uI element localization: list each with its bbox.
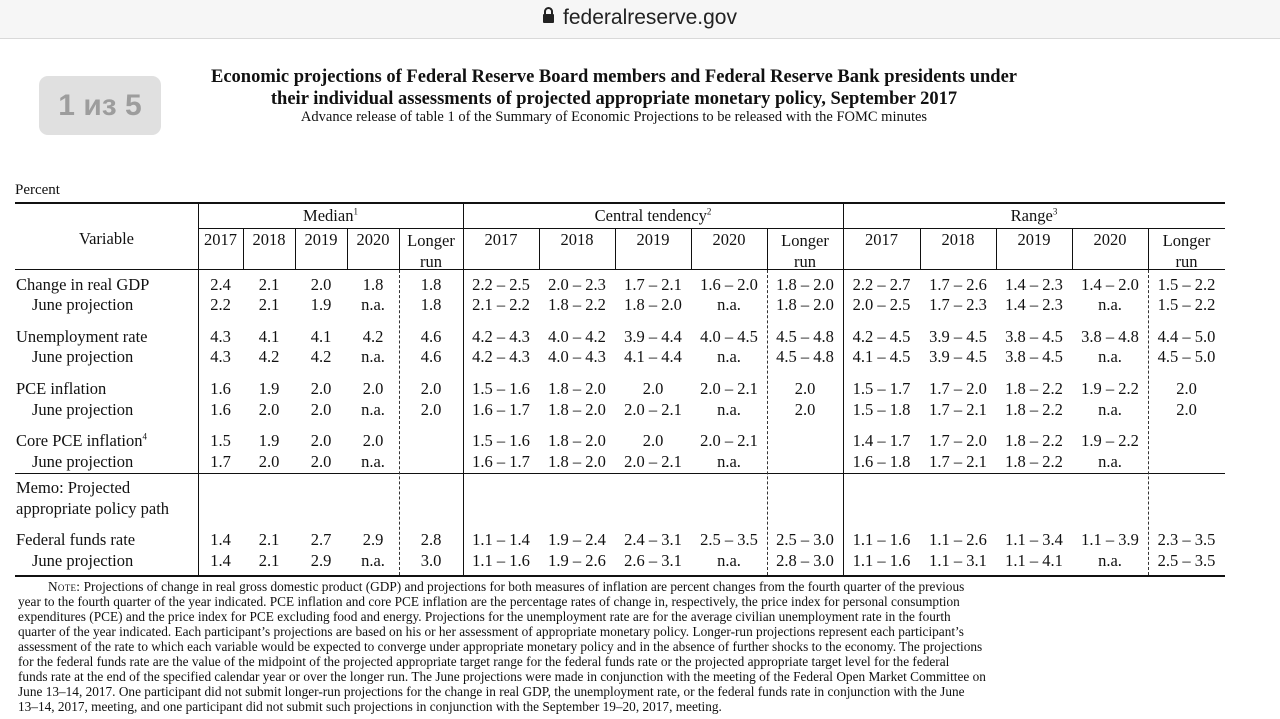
- table-cell: 2.2 – 2.7: [852, 275, 911, 294]
- note-text: for the federal funds rate are the value of the midpoint of the projected appropriate target range for the federal funds rate or the projected appropriate target level for the federal: [18, 654, 950, 669]
- note-line: [18, 639, 1228, 654]
- table-cell: 1.6: [210, 379, 231, 398]
- group-label: Range: [1010, 206, 1053, 225]
- note-text: assessment of the rate to which each variable would be expected to converge under appropriate monetary policy and in the absence of further shocks to the economy. The projections: [18, 639, 983, 654]
- table-cell: 2.1: [258, 530, 280, 549]
- table-cell: 4.2: [362, 327, 384, 346]
- group-rule: [198, 228, 1225, 229]
- note-text: quarter of the year indicated. Each participant’s projections are based on his or her assessment of appropriate monetary policy. Longer-run projections represent each participant’s: [18, 624, 964, 639]
- longer-run-header: run: [794, 252, 816, 271]
- table-cell: 2.0 – 2.1: [700, 431, 758, 450]
- table-cell: 3.9 – 4.5: [929, 327, 987, 346]
- row-label: [16, 432, 147, 450]
- table-cell: 1.7 – 2.0: [929, 431, 987, 450]
- table-cell: 1.5 – 1.7: [852, 379, 911, 398]
- table-cell: 1.6 – 2.0: [700, 275, 758, 294]
- table-cell: 4.1 – 4.5: [852, 347, 911, 366]
- longer-run-header: Longer: [781, 231, 829, 250]
- table-cell: 1.8 – 2.2: [1005, 452, 1063, 471]
- table-cell: 1.8: [420, 275, 442, 294]
- table-cell: 2.5 – 3.5: [1157, 551, 1216, 570]
- note-label: Note:: [48, 579, 81, 594]
- group-label: Central tendency: [594, 206, 707, 225]
- table-cell: 1.6 – 1.8: [852, 452, 911, 471]
- table-rule: [15, 473, 1225, 474]
- table-cell: 1.8 – 2.2: [1005, 379, 1063, 398]
- table-cell: 1.9: [258, 431, 280, 450]
- table-cell: 2.0: [258, 452, 280, 471]
- table-cell: 2.0: [1176, 379, 1197, 398]
- table-cell: 1.5 – 2.2: [1157, 275, 1216, 294]
- table-cell: 4.5 – 4.8: [776, 327, 834, 346]
- longer-run-divider: [1148, 270, 1149, 575]
- footnote-mark: 4: [142, 431, 147, 442]
- table-cell: n.a.: [361, 400, 385, 419]
- row-label-text: June projection: [32, 551, 134, 570]
- table-cell: 1.1 – 1.6: [852, 551, 911, 570]
- table-cell: 2.0 – 2.5: [852, 295, 911, 314]
- row-label-text: Core PCE inflation: [16, 431, 143, 450]
- table-cell: 2.3 – 3.5: [1157, 530, 1216, 549]
- table-cell: n.a.: [717, 347, 741, 366]
- table-cell: 2.0: [310, 431, 332, 450]
- table-cell: 1.9 – 2.6: [548, 551, 606, 570]
- variable-header: Variable: [79, 229, 134, 248]
- table-cell: 1.6 – 1.7: [472, 452, 530, 471]
- table-cell: 1.8 – 2.0: [548, 452, 606, 471]
- table-cell: 1.7 – 2.1: [929, 452, 987, 471]
- table-cell: 1.8: [420, 295, 442, 314]
- table-cell: 1.8 – 2.0: [548, 400, 606, 419]
- table-cell: 1.4 – 2.0: [1081, 275, 1139, 294]
- document-title-line-1: Economic projections of Federal Reserve Board members and Federal Reserve Bank presidents under: [210, 67, 1017, 87]
- table-cell: 1.1 – 3.4: [1005, 530, 1063, 549]
- year-header: 2019: [304, 230, 338, 249]
- table-cell: 2.5 – 3.0: [776, 530, 834, 549]
- table-cell: n.a.: [1098, 452, 1122, 471]
- table-cell: 2.1: [258, 551, 280, 570]
- table-cell: 2.8 – 3.0: [776, 551, 834, 570]
- table-cell: 4.5 – 4.8: [776, 347, 834, 366]
- row-label-text: June projection: [32, 452, 134, 471]
- table-cell: 1.8 – 2.2: [1005, 431, 1063, 450]
- table-cell: 3.8 – 4.8: [1081, 327, 1139, 346]
- table-cell: 1.4 – 1.7: [852, 431, 911, 450]
- longer-run-header: Longer: [407, 231, 455, 250]
- row-label: [16, 328, 148, 346]
- year-header: 2020: [712, 230, 746, 249]
- table-cell: 1.8 – 2.0: [624, 295, 682, 314]
- note-text: year to the fourth quarter of the year indicated. PCE inflation and core PCE inflation are the percentage rates of change in, respectively, the price index for personal consumption: [18, 594, 960, 609]
- row-label: [32, 348, 133, 366]
- table-cell: 2.0: [310, 400, 332, 419]
- row-label: [32, 296, 133, 314]
- table-cell: 1.8 – 2.2: [1005, 400, 1063, 419]
- table-cell: 4.1: [258, 327, 280, 346]
- table-cell: 2.8: [420, 530, 442, 549]
- row-label-text: June projection: [32, 295, 134, 314]
- note-line: [18, 579, 1228, 594]
- table-cell: 1.9 – 2.2: [1081, 379, 1139, 398]
- table-cell: 2.0: [310, 379, 332, 398]
- table-cell: 2.0: [310, 452, 332, 471]
- row-label-text: June projection: [32, 400, 134, 419]
- document-subtitle: Advance release of table 1 of the Summary of Economic Projections to be released with the FOMC minutes: [300, 109, 928, 125]
- year-header: 2020: [356, 230, 390, 249]
- table-cell: 3.9 – 4.5: [929, 347, 987, 366]
- url-text: federalreserve.gov: [563, 6, 737, 29]
- table-cell: 2.1: [258, 295, 280, 314]
- table-cell: 4.3: [210, 327, 231, 346]
- table-cell: 1.7: [210, 452, 231, 471]
- table-cell: 2.0: [362, 431, 384, 450]
- table-cell: 2.0 – 2.1: [700, 379, 758, 398]
- note-line: [18, 669, 1228, 684]
- table-cell: 1.7 – 2.0: [929, 379, 987, 398]
- table-cell: 4.0 – 4.5: [700, 327, 758, 346]
- table-cell: 2.0 – 2.1: [624, 400, 682, 419]
- table-cell: 4.1 – 4.4: [624, 347, 682, 366]
- year-header: 2017: [865, 230, 898, 249]
- table-cell: 1.1 – 2.6: [929, 530, 987, 549]
- table-cell: n.a.: [717, 452, 741, 471]
- row-label: [32, 453, 133, 471]
- row-label-text: Federal funds rate: [16, 530, 136, 549]
- page-counter-badge: 1 из 5: [39, 76, 161, 135]
- table-cell: 4.2: [258, 347, 280, 366]
- year-header: 2020: [1093, 230, 1127, 249]
- table-cell: 1.4 – 2.3: [1005, 295, 1063, 314]
- table-cell: 1.9: [310, 295, 332, 314]
- table-cell: 3.0: [420, 551, 442, 570]
- year-header: 2018: [941, 230, 975, 249]
- table-cell: 1.8 – 2.0: [776, 275, 834, 294]
- table-cell: 1.8 – 2.2: [548, 295, 606, 314]
- table-cell: 2.0: [642, 431, 664, 450]
- table-cell: 2.7: [310, 530, 332, 549]
- table-cell: 2.4 – 3.1: [624, 530, 682, 549]
- table-cell: 1.1 – 1.6: [472, 551, 530, 570]
- note-line: [18, 609, 1228, 624]
- group-label: Median: [303, 206, 354, 225]
- longer-run-divider: [399, 270, 400, 575]
- longer-run-divider: [767, 270, 768, 575]
- note-line: [18, 594, 1228, 609]
- row-label: [32, 552, 133, 570]
- url-display[interactable]: [0, 6, 1280, 30]
- table-cell: 1.8 – 2.0: [548, 379, 606, 398]
- table-cell: 4.1: [310, 327, 332, 346]
- table-cell: 1.6 – 1.7: [472, 400, 530, 419]
- note-line: [18, 699, 1228, 714]
- table-rule: [15, 202, 1225, 204]
- note-line: [18, 624, 1228, 639]
- row-label: [16, 276, 149, 294]
- table-cell: 1.5 – 1.6: [472, 379, 530, 398]
- table-cell: 4.5 – 5.0: [1157, 347, 1216, 366]
- table-cell: 1.7 – 2.3: [929, 295, 987, 314]
- table-cell: 2.4: [210, 275, 231, 294]
- year-header: 2017: [484, 230, 518, 249]
- table-cell: n.a.: [717, 400, 741, 419]
- note-line: [18, 684, 1228, 699]
- memo-label: appropriate policy path: [16, 499, 170, 518]
- table-cell: 4.2 – 4.3: [472, 327, 530, 346]
- table-cell: 1.1 – 3.9: [1081, 530, 1139, 549]
- table-cell: 4.4 – 5.0: [1157, 327, 1216, 346]
- row-label: [16, 380, 106, 398]
- row-label-text: Change in real GDP: [16, 275, 150, 294]
- row-label-text: June projection: [32, 347, 134, 366]
- table-cell: 2.0: [420, 379, 442, 398]
- table-cell: 1.1 – 1.4: [472, 530, 530, 549]
- table-cell: 2.9: [310, 551, 332, 570]
- table-cell: n.a.: [1098, 347, 1122, 366]
- table-cell: 2.1: [258, 275, 280, 294]
- year-header: 2019: [636, 230, 670, 249]
- table-cell: 1.6: [210, 400, 231, 419]
- lock-icon: [543, 14, 554, 23]
- table-cell: 1.1 – 4.1: [1005, 551, 1063, 570]
- memo-label: Memo: Projected: [16, 478, 131, 497]
- table-cell: n.a.: [1098, 551, 1122, 570]
- table-cell: 2.0 – 2.3: [548, 275, 606, 294]
- note-text: Projections of change in real gross domestic product (GDP) and projections for both measures of inflation are percent changes from the fourth quarter of the previous: [83, 579, 965, 594]
- table-rule: [15, 575, 1225, 577]
- group-header: [463, 207, 843, 225]
- table-cell: n.a.: [717, 295, 741, 314]
- year-header: 2017: [204, 230, 237, 249]
- table-cell: 1.5: [210, 431, 231, 450]
- table-cell: n.a.: [361, 551, 385, 570]
- table-cell: 2.0: [794, 400, 816, 419]
- note-line: [18, 654, 1228, 669]
- table-cell: n.a.: [361, 452, 385, 471]
- group-header: [198, 207, 463, 225]
- table-cell: n.a.: [1098, 400, 1122, 419]
- table-cell: 2.0: [1176, 400, 1197, 419]
- row-label-text: Unemployment rate: [16, 327, 148, 346]
- note-text: June 13–14, 2017. One participant did not submit longer-run projections for the change in real GDP, the unemployment rate, or the federal funds rate in conjunction with the June: [18, 684, 965, 699]
- footnote-mark: 1: [353, 206, 358, 217]
- table-cell: 2.0: [362, 379, 384, 398]
- row-label-text: PCE inflation: [16, 379, 107, 398]
- table-cell: 1.8: [362, 275, 384, 294]
- table-cell: 2.5 – 3.5: [700, 530, 758, 549]
- table-cell: 2.2 – 2.5: [472, 275, 530, 294]
- year-header: 2018: [252, 230, 286, 249]
- table-cell: 1.9 – 2.4: [548, 530, 606, 549]
- table-cell: 1.4 – 2.3: [1005, 275, 1063, 294]
- group-header: [843, 207, 1225, 225]
- year-header: 2019: [1017, 230, 1051, 249]
- table-cell: 3.9 – 4.4: [624, 327, 682, 346]
- table-cell: 1.4: [210, 551, 231, 570]
- table-cell: 2.2: [210, 295, 231, 314]
- table-cell: 4.3: [210, 347, 231, 366]
- table-cell: 2.0: [794, 379, 816, 398]
- table-cell: n.a.: [361, 347, 385, 366]
- table-cell: 1.9 – 2.2: [1081, 431, 1139, 450]
- table-cell: 4.0 – 4.3: [548, 347, 606, 366]
- table-cell: 2.0: [310, 275, 332, 294]
- table-cell: 2.1 – 2.2: [472, 295, 530, 314]
- document-title-line-2: their individual assessments of projected appropriate monetary policy, September 2017: [270, 89, 958, 109]
- table-rule: [15, 269, 1225, 270]
- table-cell: 3.8 – 4.5: [1005, 327, 1063, 346]
- table-cell: 4.6: [420, 327, 442, 346]
- table-cell: 1.7 – 2.1: [929, 400, 987, 419]
- table-cell: 4.2 – 4.5: [852, 327, 911, 346]
- table-cell: 2.6 – 3.1: [624, 551, 682, 570]
- table-cell: 1.5 – 1.8: [852, 400, 911, 419]
- row-label: [16, 531, 135, 549]
- table-cell: 1.7 – 2.6: [929, 275, 987, 294]
- table-cell: 2.0 – 2.1: [624, 452, 682, 471]
- units-label: Percent: [15, 182, 60, 198]
- table-cell: n.a.: [717, 551, 741, 570]
- table-cell: 1.5 – 2.2: [1157, 295, 1216, 314]
- table-cell: 1.5 – 1.6: [472, 431, 530, 450]
- table-cell: 1.8 – 2.0: [776, 295, 834, 314]
- table-cell: n.a.: [361, 295, 385, 314]
- table-cell: 1.4: [210, 530, 231, 549]
- longer-run-header: Longer: [1162, 231, 1211, 250]
- table-cell: 2.0: [420, 400, 442, 419]
- table-cell: 1.9: [258, 379, 280, 398]
- footnote-mark: 3: [1052, 206, 1058, 217]
- table-cell: 1.7 – 2.1: [624, 275, 682, 294]
- note-text: 13–14, 2017, meeting, and one participant did not submit such projections in conjunction with the September 19–20, 2017, meeting.: [18, 699, 722, 714]
- row-label: [32, 401, 133, 419]
- browser-address-bar[interactable]: [0, 0, 1280, 39]
- table-cell: n.a.: [1098, 295, 1122, 314]
- table-cell: 2.0: [642, 379, 664, 398]
- table-cell: 1.1 – 1.6: [852, 530, 911, 549]
- footnote-mark: 2: [706, 206, 712, 217]
- table-cell: 4.0 – 4.2: [548, 327, 606, 346]
- longer-run-header: run: [1175, 252, 1198, 271]
- table-cell: 2.0: [258, 400, 280, 419]
- table-cell: 4.2 – 4.3: [472, 347, 530, 366]
- longer-run-header: run: [420, 252, 442, 271]
- table-cell: 4.6: [420, 347, 442, 366]
- table-cell: 1.1 – 3.1: [929, 551, 987, 570]
- table-cell: 4.2: [310, 347, 332, 366]
- note-text: funds rate at the end of the specified calendar year or over the longer run. The June projections were made in conjunction with the meeting of the Federal Open Market Committee on: [18, 669, 986, 684]
- year-header: 2018: [560, 230, 594, 249]
- table-cell: 2.9: [362, 530, 384, 549]
- note-text: expenditures (PCE) and the price index for PCE excluding food and energy. Projections for the unemployment rate are for the average civilian unemployment rate in the fourth: [18, 609, 951, 624]
- table-cell: 1.8 – 2.0: [548, 431, 606, 450]
- table-cell: 3.8 – 4.5: [1005, 347, 1063, 366]
